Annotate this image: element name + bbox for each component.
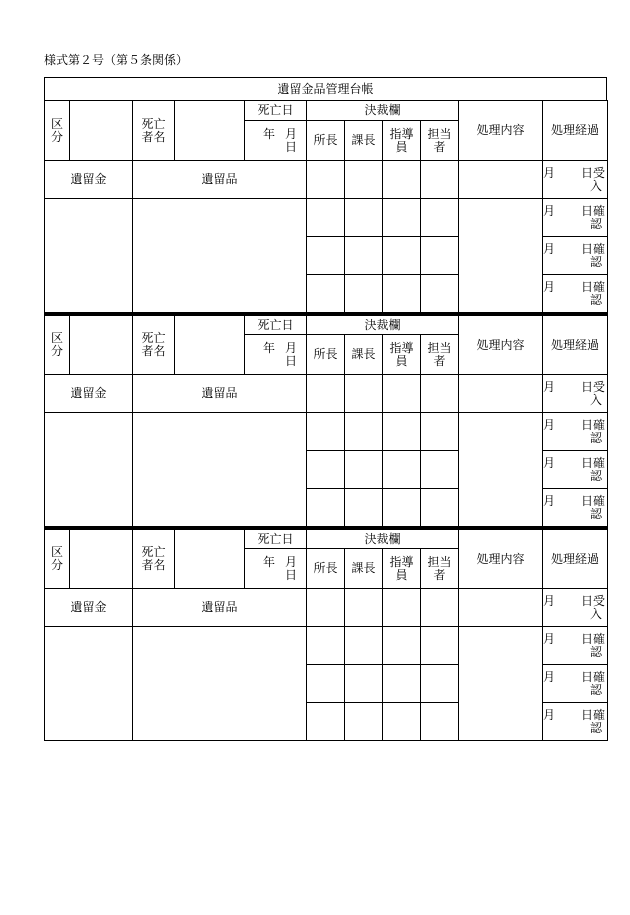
processing-content-label: 処理内容	[459, 315, 543, 375]
stamp-cell[interactable]	[345, 703, 383, 741]
deceased-name-field[interactable]	[175, 529, 245, 589]
death-date-field[interactable]: 年 月 日	[245, 335, 307, 375]
goods-field[interactable]	[133, 199, 307, 313]
stamp-cell[interactable]	[421, 199, 459, 237]
category-label: 区 分	[45, 529, 70, 589]
history-received[interactable]: 月 日 受 入	[543, 161, 608, 199]
processing-content-field[interactable]	[459, 375, 543, 413]
processing-content-field[interactable]	[459, 589, 543, 627]
stamp-cell[interactable]	[421, 665, 459, 703]
stamp-supervisor[interactable]	[383, 161, 421, 199]
death-date-field[interactable]: 年 月 日	[245, 121, 307, 161]
history-confirmed[interactable]: 月 日 確 認	[543, 703, 608, 741]
stamp-cell[interactable]	[345, 199, 383, 237]
money-field[interactable]	[45, 199, 133, 313]
stamp-cell[interactable]	[383, 413, 421, 451]
ledger-block	[44, 313, 608, 527]
stamp-cell[interactable]	[345, 451, 383, 489]
stamp-cell[interactable]	[307, 703, 345, 741]
history-confirmed[interactable]: 月 日 確 認	[543, 627, 608, 665]
category-field[interactable]	[70, 315, 133, 375]
category-label: 区 分	[45, 315, 70, 375]
stamp-cell[interactable]	[345, 237, 383, 275]
staff-label: 担当 者	[421, 335, 459, 375]
processing-history-label: 処理経過	[543, 101, 608, 161]
deceased-name-field[interactable]	[175, 101, 245, 161]
category-field[interactable]	[70, 529, 133, 589]
stamp-staff[interactable]	[421, 589, 459, 627]
stamp-section-chief[interactable]	[345, 161, 383, 199]
stamp-cell[interactable]	[383, 627, 421, 665]
director-label: 所長	[307, 335, 345, 375]
ledger-block	[44, 100, 608, 313]
stamp-cell[interactable]	[307, 237, 345, 275]
stamp-cell[interactable]	[307, 665, 345, 703]
ledger-title: 遺留金品管理台帳	[44, 77, 607, 101]
stamp-cell[interactable]	[421, 489, 459, 527]
approval-label: 決裁欄	[307, 529, 459, 549]
stamp-cell[interactable]	[307, 451, 345, 489]
money-label: 遺留金	[45, 375, 133, 413]
goods-label: 遺留品	[133, 375, 307, 413]
money-field[interactable]	[45, 627, 133, 741]
processing-history-label: 処理経過	[543, 529, 608, 589]
section-chief-label: 課長	[345, 549, 383, 589]
stamp-cell[interactable]	[383, 275, 421, 313]
stamp-cell[interactable]	[345, 413, 383, 451]
history-confirmed[interactable]: 月 日 確 認	[543, 451, 608, 489]
money-label: 遺留金	[45, 589, 133, 627]
staff-label: 担当 者	[421, 549, 459, 589]
stamp-cell[interactable]	[345, 489, 383, 527]
section-chief-label: 課長	[345, 121, 383, 161]
stamp-cell[interactable]	[345, 627, 383, 665]
history-confirmed[interactable]: 月 日 確 認	[543, 489, 608, 527]
supervisor-label: 指導 員	[383, 121, 421, 161]
ledger-form	[44, 77, 607, 741]
stamp-cell[interactable]	[383, 237, 421, 275]
director-label: 所長	[307, 121, 345, 161]
stamp-director[interactable]	[307, 589, 345, 627]
stamp-cell[interactable]	[307, 275, 345, 313]
stamp-cell[interactable]	[307, 199, 345, 237]
stamp-cell[interactable]	[421, 703, 459, 741]
money-label: 遺留金	[45, 161, 133, 199]
deceased-name-label: 死亡 者名	[133, 529, 175, 589]
history-confirmed[interactable]: 月 日 確 認	[543, 237, 608, 275]
death-date-field[interactable]: 年 月 日	[245, 549, 307, 589]
deceased-name-label: 死亡 者名	[133, 315, 175, 375]
stamp-cell[interactable]	[421, 413, 459, 451]
processing-content-label: 処理内容	[459, 529, 543, 589]
staff-label: 担当 者	[421, 121, 459, 161]
processing-content-label: 処理内容	[459, 101, 543, 161]
stamp-cell[interactable]	[421, 275, 459, 313]
deceased-name-label: 死亡 者名	[133, 101, 175, 161]
goods-field[interactable]	[133, 627, 307, 741]
goods-label: 遺留品	[133, 161, 307, 199]
stamp-director[interactable]	[307, 375, 345, 413]
history-received[interactable]: 月 日 受 入	[543, 589, 608, 627]
ledger-block	[44, 527, 608, 741]
stamp-cell[interactable]	[383, 665, 421, 703]
stamp-staff[interactable]	[421, 375, 459, 413]
stamp-cell[interactable]	[307, 627, 345, 665]
stamp-supervisor[interactable]	[383, 589, 421, 627]
category-field[interactable]	[70, 101, 133, 161]
approval-label: 決裁欄	[307, 101, 459, 121]
supervisor-label: 指導 員	[383, 335, 421, 375]
form-label: 様式第２号（第５条関係）	[44, 53, 189, 67]
director-label: 所長	[307, 549, 345, 589]
money-field[interactable]	[45, 413, 133, 527]
processing-history-label: 処理経過	[543, 315, 608, 375]
processing-content-field[interactable]	[459, 413, 543, 527]
stamp-cell[interactable]	[307, 413, 345, 451]
stamp-staff[interactable]	[421, 161, 459, 199]
stamp-cell[interactable]	[421, 451, 459, 489]
history-confirmed[interactable]: 月 日 確 認	[543, 275, 608, 313]
history-confirmed[interactable]: 月 日 確 認	[543, 413, 608, 451]
stamp-cell[interactable]	[345, 275, 383, 313]
death-date-label: 死亡日	[245, 101, 307, 121]
processing-content-field[interactable]	[459, 627, 543, 741]
goods-label: 遺留品	[133, 589, 307, 627]
supervisor-label: 指導 員	[383, 549, 421, 589]
stamp-cell[interactable]	[421, 237, 459, 275]
stamp-cell[interactable]	[307, 489, 345, 527]
category-label: 区 分	[45, 101, 70, 161]
stamp-director[interactable]	[307, 161, 345, 199]
stamp-section-chief[interactable]	[345, 375, 383, 413]
stamp-cell[interactable]	[383, 489, 421, 527]
goods-field[interactable]	[133, 413, 307, 527]
history-received[interactable]: 月 日 受 入	[543, 375, 608, 413]
history-confirmed[interactable]: 月 日 確 認	[543, 665, 608, 703]
stamp-cell[interactable]	[383, 451, 421, 489]
processing-content-field[interactable]	[459, 161, 543, 199]
section-chief-label: 課長	[345, 335, 383, 375]
history-confirmed[interactable]: 月 日 確 認	[543, 199, 608, 237]
deceased-name-field[interactable]	[175, 315, 245, 375]
stamp-cell[interactable]	[345, 665, 383, 703]
stamp-cell[interactable]	[383, 199, 421, 237]
stamp-cell[interactable]	[421, 627, 459, 665]
stamp-cell[interactable]	[383, 703, 421, 741]
approval-label: 決裁欄	[307, 315, 459, 335]
processing-content-field[interactable]	[459, 199, 543, 313]
death-date-label: 死亡日	[245, 315, 307, 335]
stamp-section-chief[interactable]	[345, 589, 383, 627]
stamp-supervisor[interactable]	[383, 375, 421, 413]
death-date-label: 死亡日	[245, 529, 307, 549]
